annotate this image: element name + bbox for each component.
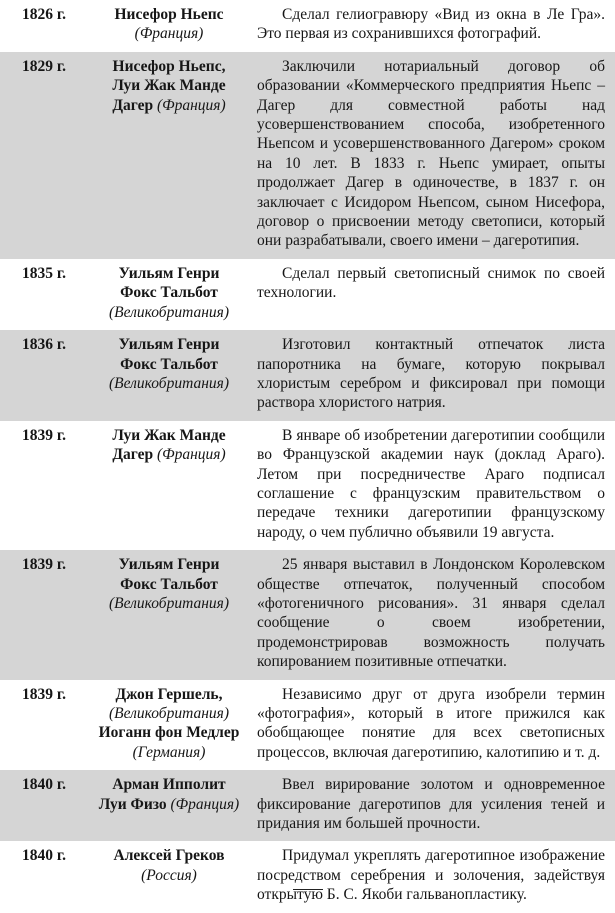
person-name: Уильям Генри [118,556,220,574]
description-cell: Ввел вирирование золотом и одновременное фиксирование дагеротипов для усиления теней и придания им большей прочности. [257,776,605,833]
person-line [88,445,250,464]
person-line [88,355,250,374]
description-cell: В январе об изобретении дагеротипии сообщили во Французской академии наук (доклад Араго). Летом при посредничестве Араго подписал соглашение с французским правительством о передаче техники дагеротипии французскому народу, о чем публично объявили 19 августа. [257,426,605,541]
table-row [0,52,615,259]
person-line [88,426,250,445]
person-country: (Франция) [156,96,226,114]
person-cell [88,57,250,115]
year-cell: 1840 г. [21,776,67,794]
person-line [88,264,250,283]
person-line [88,846,250,865]
year-cell: 1826 г. [21,6,67,23]
person-line [88,283,250,302]
person-line [88,5,250,24]
footer-separator [293,889,323,890]
person-country: (Россия) [141,866,197,884]
person-name: Джон Гершель, [115,685,223,703]
table-row [0,841,615,912]
person-country: (Великобритания) [108,374,230,392]
person-name: Дагер [112,96,154,114]
person-name: Фокс Тальбот [120,284,218,302]
person-cell [88,426,250,465]
year-cell: 1839 г. [21,556,67,574]
person-cell [88,5,250,44]
person-name: Фокс Тальбот [120,575,218,593]
year-cell: 1836 г. [21,336,67,354]
person-line [88,866,250,885]
person-line [88,76,250,95]
person-name: Луи Жак Манде [112,426,226,444]
person-line [88,775,250,794]
person-cell [88,555,250,613]
person-line [88,575,250,594]
person-line [88,57,250,76]
person-name: Уильям Генри [118,336,220,354]
table-row [0,330,615,421]
person-line [88,96,250,115]
person-line [88,795,250,814]
person-line [88,743,250,762]
person-cell [88,846,250,885]
person-country: (Франция) [170,795,240,813]
person-country: (Франция) [156,446,226,464]
year-cell: 1829 г. [21,57,67,75]
year-cell: 1839 г. [21,426,67,444]
person-country: (Великобритания) [108,705,230,722]
year-cell: 1839 г. [21,685,67,703]
person-line [88,555,250,574]
person-line [88,685,250,704]
person-cell [88,335,250,393]
person-line [88,594,250,613]
description-cell: Сделал первый светописный снимок по своей технологии. [257,264,605,302]
description-cell: Придумал укреплять дагеротипное изображение посредством серебрения и золочения, задействуя открытую Б. С. Якоби гальванопластику. [257,847,605,904]
person-country: (Великобритания) [108,594,230,612]
table-row [0,550,615,679]
person-name: Нисефор Ньепс [114,6,224,23]
person-country: (Великобритания) [108,303,230,321]
person-name: Арман Ипполит [112,776,226,794]
description-cell: Сделал гелиогравюру «Вид из окна в Ле Гра». Это первая из сохранившихся фотографий. [257,6,605,43]
person-line [88,24,250,43]
year-cell: 1835 г. [21,264,67,282]
table-row [0,421,615,550]
description-cell: Независимо друг от друга изобрели термин «фотография», который в итоге прижился как обобщающее понятие для всех светописных процессов, включая дагеротипию, калотипию и т. д. [257,685,605,761]
person-name: Уильям Генри [118,264,220,282]
description-cell: Изготовил контактный отпечаток листа папоротника на бумаге, которую покрывал хлористым серебром и фиксировал при помощи раствора хлористого натрия. [257,336,605,412]
person-line [88,723,250,742]
description-cell: 25 января выставил в Лондонском Королевском обществе отпечаток, полученный способом «фотогеничного рисования». 31 января сделал сообщение о своем изобретении, продемонстрировав возможность получать копированием позитивные отпечатки. [257,556,605,671]
person-name: Фокс Тальбот [120,355,218,373]
description-cell: Заключили нотариальный договор об образовании «Коммерческого предприятия Ньепс – Дагер для совместной работы над усовершенствованием способа, изобретенного Ньепсом и усовершенствованного Дагером» сроком на 10 лет. В 1833 г. Ньепс умирает, опыты продолжает Дагер в одиночестве, в 1837 г. он заключает с Исидором Ньепсом, сыном Нисефора, договор о присвоении методу светописи, который они разрабатывали, своего имени – дагеротипия. [257,57,605,250]
person-line [88,374,250,393]
person-line [88,704,250,723]
person-cell [88,685,250,763]
person-name: Дагер [112,446,154,464]
person-name: Иоганн фон Медлер [98,724,240,742]
person-name: Нисефор Ньепс, [112,57,226,75]
person-cell [88,775,250,814]
table-row [0,0,615,52]
person-line [88,303,250,322]
table-row [0,770,615,841]
person-country: (Германия) [132,743,206,761]
person-line [88,335,250,354]
person-cell [88,264,250,322]
person-name: Луи Физо [98,795,167,813]
person-name: Алексей Греков [113,847,225,865]
person-name: Луи Жак Манде [112,77,226,95]
person-country: (Франция) [134,25,204,43]
table-row [0,680,615,771]
table-row [0,259,615,330]
year-cell: 1840 г. [21,847,67,865]
